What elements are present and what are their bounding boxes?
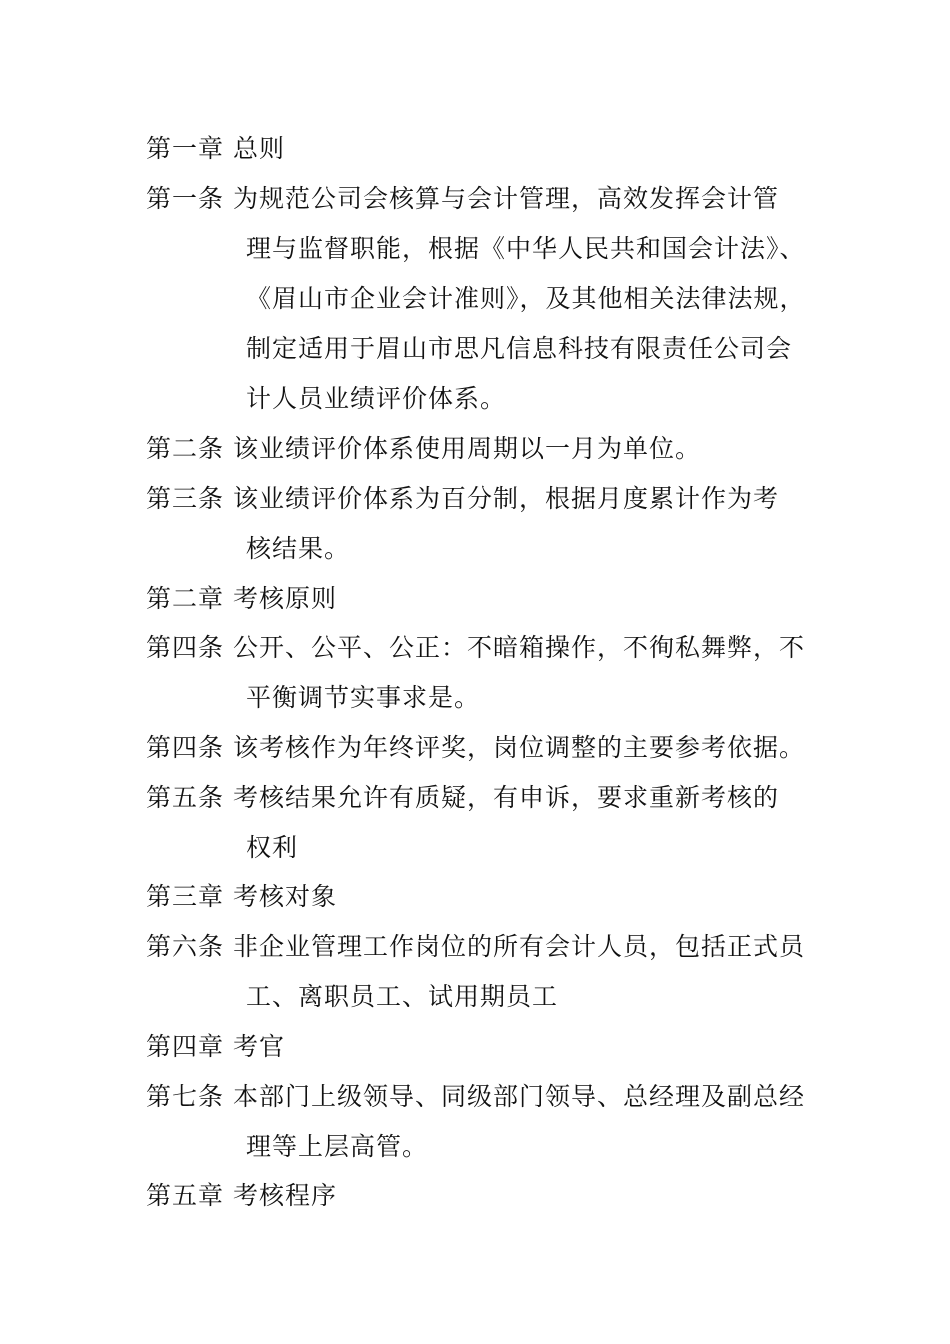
article-1-line-5: 计人员业绩评价体系。	[246, 384, 507, 413]
article-7-line-2: 理等上层高管。	[246, 1132, 429, 1161]
article-6-line-2: 工、离职员工、试用期员工	[246, 982, 559, 1011]
article-6-line-1: 第六条 非企业管理工作岗位的所有会计人员，包括正式员	[146, 932, 805, 961]
article-3-line-2: 核结果。	[246, 534, 351, 563]
article-1-line-2: 理与监督职能，根据《中华人民共和国会计法》、	[246, 234, 806, 263]
article-1-line-1: 第一条 为规范公司会核算与会计管理，高效发挥会计管	[146, 184, 779, 213]
article-3-line-1: 第三条 该业绩评价体系为百分制，根据月度累计作为考	[146, 484, 779, 513]
article-5-line-1: 第五条 考核结果允许有质疑，有申诉，要求重新考核的	[146, 783, 779, 812]
article-5-line-2: 权利	[246, 833, 299, 862]
chapter-2-heading: 第二章 考核原则	[146, 584, 337, 613]
chapter-5-heading: 第五章 考核程序	[146, 1181, 337, 1210]
chapter-4-heading: 第四章 考官	[146, 1032, 285, 1061]
article-4b-line-1: 第四条 该考核作为年终评奖，岗位调整的主要参考依据。	[146, 733, 805, 762]
article-2-line-1: 第二条 该业绩评价体系使用周期以一月为单位。	[146, 434, 701, 463]
article-1-line-3: 《眉山市企业会计准则》，及其他相关法律法规，	[246, 284, 806, 313]
chapter-1-heading: 第一章 总则	[146, 134, 285, 163]
article-4a-line-1: 第四条 公开、公平、公正：不暗箱操作，不徇私舞弊，不	[146, 633, 805, 662]
article-1-line-4: 制定适用于眉山市思凡信息科技有限责任公司会	[246, 334, 793, 363]
chapter-3-heading: 第三章 考核对象	[146, 882, 337, 911]
article-4a-line-2: 平衡调节实事求是。	[246, 683, 481, 712]
article-7-line-1: 第七条 本部门上级领导、同级部门领导、总经理及副总经	[146, 1082, 805, 1111]
